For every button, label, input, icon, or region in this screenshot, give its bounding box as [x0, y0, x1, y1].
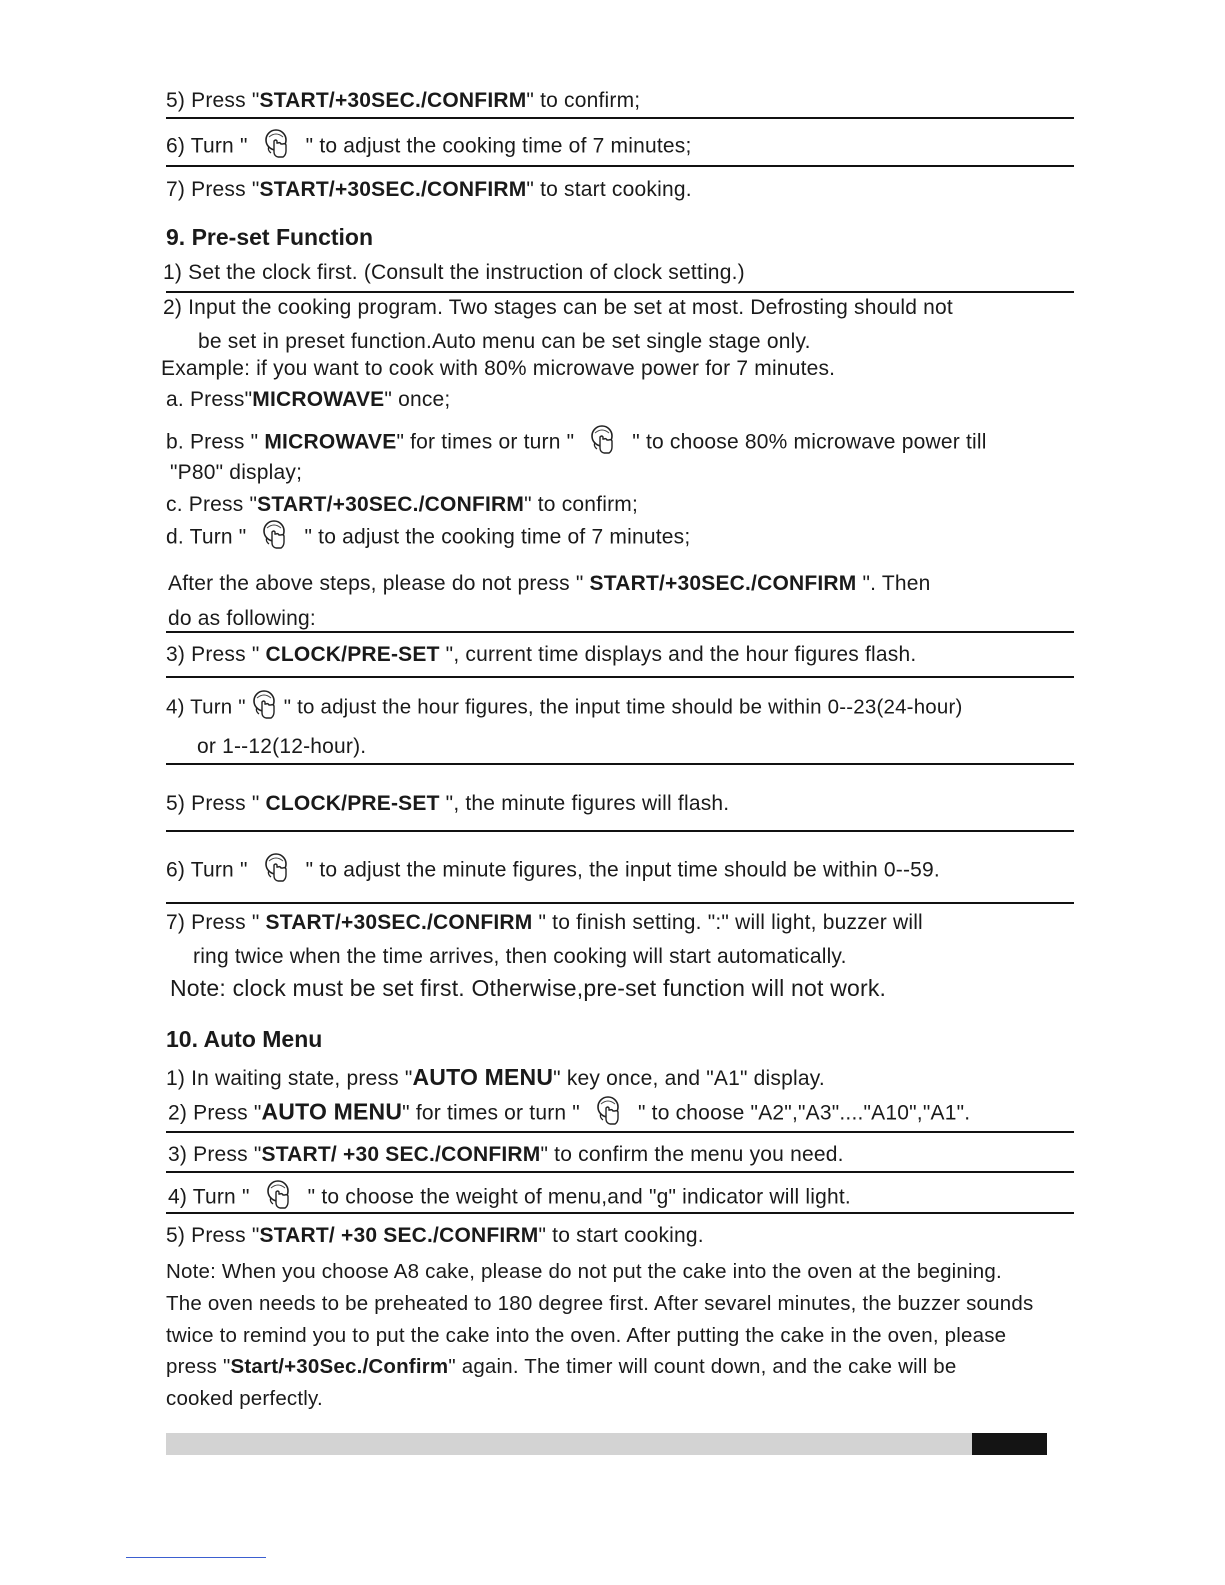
auto-step-5: 5) Press "START/ +30 SEC./CONFIRM" to start cooking.	[166, 1224, 704, 1247]
divider	[166, 631, 1074, 633]
preset-note: Note: clock must be set first. Otherwise,pre-set function will not work.	[170, 975, 887, 1001]
divider	[166, 1212, 1074, 1214]
auto-note-line-4: press "Start/+30Sec./Confirm" again. The timer will count down, and the cake will be	[166, 1355, 957, 1378]
auto-step-3: 3) Press "START/ +30 SEC./CONFIRM" to confirm the menu you need.	[168, 1143, 844, 1166]
dial-knob-icon	[260, 519, 290, 551]
step-6-turn: 6) Turn " " to adjust the cooking time of 7 minutes;	[166, 131, 692, 163]
auto-note-line-1: Note: When you choose A8 cake, please do not put the cake into the oven at the begining.	[166, 1260, 1002, 1283]
footer-page-tab	[972, 1433, 1047, 1455]
dial-knob-icon	[262, 128, 292, 160]
preset-after-line-1: After the above steps, please do not press " START/+30SEC./CONFIRM ". Then	[168, 572, 931, 595]
dial-knob-icon	[262, 852, 292, 884]
dial-knob-icon	[588, 424, 618, 456]
dial-knob-icon	[250, 689, 280, 721]
bottom-link-underline	[126, 1557, 266, 1558]
preset-step-6: 6) Turn " " to adjust the minute figures, the input time should be within 0--59.	[166, 855, 940, 887]
section-heading-preset: 9. Pre-set Function	[166, 224, 374, 250]
preset-step-d: d. Turn " " to adjust the cooking time of 7 minutes;	[166, 522, 690, 554]
preset-step-2: 2) Input the cooking program. Two stages can be set at most. Defrosting should not	[163, 296, 953, 319]
preset-step-1: 1) Set the clock first. (Consult the instruction of clock setting.)	[163, 261, 745, 284]
divider	[166, 676, 1074, 678]
divider	[166, 165, 1074, 167]
auto-note-line-5: cooked perfectly.	[166, 1387, 323, 1410]
preset-step-c: c. Press "START/+30SEC./CONFIRM" to confirm;	[166, 493, 638, 516]
preset-step-5: 5) Press " CLOCK/PRE-SET ", the minute figures will flash.	[166, 792, 730, 815]
preset-step-a: a. Press"MICROWAVE" once;	[166, 388, 451, 411]
auto-note-line-3: twice to remind you to put the cake into the oven. After putting the cake in the oven, please	[166, 1324, 1007, 1347]
divider	[166, 763, 1074, 765]
preset-step-7: 7) Press " START/+30SEC./CONFIRM " to finish setting. ":" will light, buzzer will	[166, 911, 923, 934]
step-7-start: 7) Press "START/+30SEC./CONFIRM" to start cooking.	[166, 178, 692, 201]
divider	[166, 1131, 1074, 1133]
preset-after-line-2: do as following:	[168, 607, 316, 630]
auto-step-4: 4) Turn " " to choose the weight of menu,and "g" indicator will light.	[168, 1182, 851, 1214]
preset-step-2-cont: be set in preset function.Auto menu can be set single stage only.	[198, 330, 811, 353]
preset-step-4: 4) Turn " " to adjust the hour figures, the input time should be within 0--23(24-hour)	[166, 692, 963, 724]
preset-step-3: 3) Press " CLOCK/PRE-SET ", current time displays and the hour figures flash.	[166, 643, 917, 666]
step-5-confirm: 5) Press "START/+30SEC./CONFIRM" to confirm;	[166, 89, 641, 112]
divider	[166, 902, 1074, 904]
divider	[166, 830, 1074, 832]
divider	[166, 291, 1074, 293]
dial-knob-icon	[264, 1179, 294, 1211]
preset-step-7-cont: ring twice when the time arrives, then cooking will start automatically.	[193, 945, 847, 968]
auto-step-2: 2) Press "AUTO MENU" for times or turn " " to choose "A2","A3"...."A10","A1".	[168, 1098, 970, 1130]
section-heading-auto-menu: 10. Auto Menu	[166, 1026, 323, 1052]
auto-note-line-2: The oven needs to be preheated to 180 degree first. After sevarel minutes, the buzzer sounds	[166, 1292, 1034, 1315]
preset-step-4-cont: or 1--12(12-hour).	[197, 735, 367, 758]
preset-step-b-cont: "P80" display;	[170, 461, 303, 484]
dial-knob-icon	[594, 1095, 624, 1127]
preset-example: Example: if you want to cook with 80% microwave power for 7 minutes.	[161, 357, 836, 380]
divider	[166, 117, 1074, 119]
auto-step-1: 1) In waiting state, press "AUTO MENU" key once, and "A1" display.	[166, 1064, 825, 1090]
preset-step-b: b. Press " MICROWAVE" for times or turn " " to choose 80% microwave power till	[166, 427, 987, 459]
divider	[166, 1171, 1074, 1173]
footer-bar	[166, 1433, 972, 1455]
